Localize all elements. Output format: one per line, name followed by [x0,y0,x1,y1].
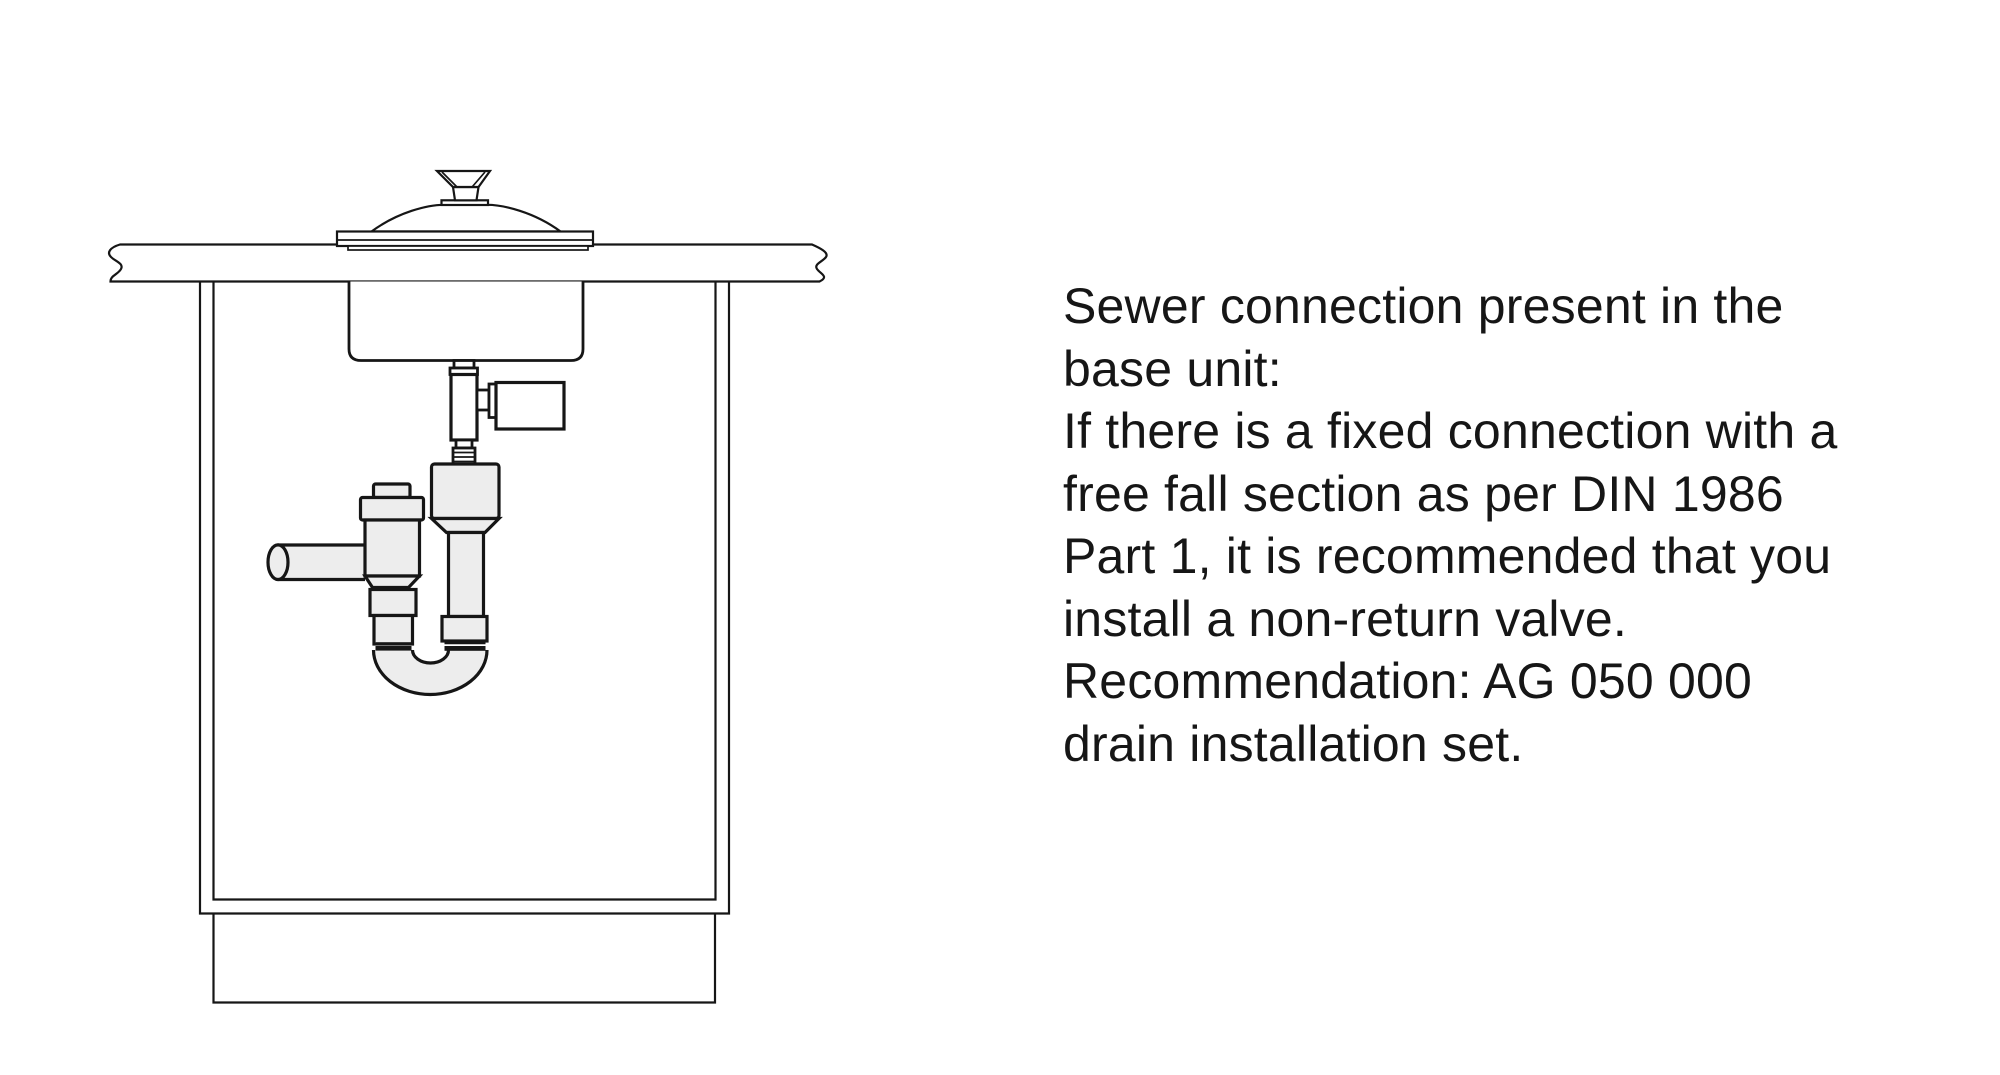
drain-cover-assembly [337,171,593,250]
sink-bowl-outline [349,282,583,361]
outlet-pipe [268,545,365,580]
instruction-line: drain installation set. [1063,715,1524,772]
instruction-line: install a non-return valve. [1063,590,1628,647]
trap-right-leg [449,533,484,617]
instruction-line: Sewer connection present in the [1063,278,1784,334]
trap-inlet-taper [432,519,500,533]
knob-funnel [437,171,490,187]
trap-right-coupling [442,617,487,642]
instruction-line: If there is a fixed connection with a [1063,403,1838,459]
sink-bowl [349,282,583,361]
appliance-connection [477,383,564,430]
knob-stem [453,187,479,200]
valve-lower-sleeve [374,616,413,645]
valve-coupling-nut [370,590,416,616]
instruction-line: base unit: [1063,340,1282,397]
tailpipe-body [451,375,477,441]
sink-tailpipe [450,361,478,465]
trap-seal-band-left [376,646,412,651]
outlet-pipe-opening [268,545,288,580]
trap-ubend-fill [374,650,488,694]
cover-dome [372,205,561,232]
instruction-text [1063,275,1838,775]
non-return-valve [361,484,424,644]
flange-gasket [348,246,588,250]
trap-seal-band-right [445,646,486,651]
instruction-line: Part 1, it is recommended that you [1063,528,1832,584]
trap-inlet-cup [432,464,500,519]
outlet-pipe-body [278,545,366,580]
flange-plate [337,232,593,247]
valve-wide-cap [361,498,424,521]
trap-ubend-inner [413,650,449,663]
instruction-line: free fall section as per DIN 1986 [1063,465,1784,522]
valve-top-cap [374,484,411,498]
valve-body [365,520,420,576]
connection-box [496,383,564,430]
instruction-line: Recommendation: AG 050 000 [1063,653,1752,709]
valve-taper [365,576,420,588]
plinth [214,914,716,1003]
connection-stub [477,390,489,410]
